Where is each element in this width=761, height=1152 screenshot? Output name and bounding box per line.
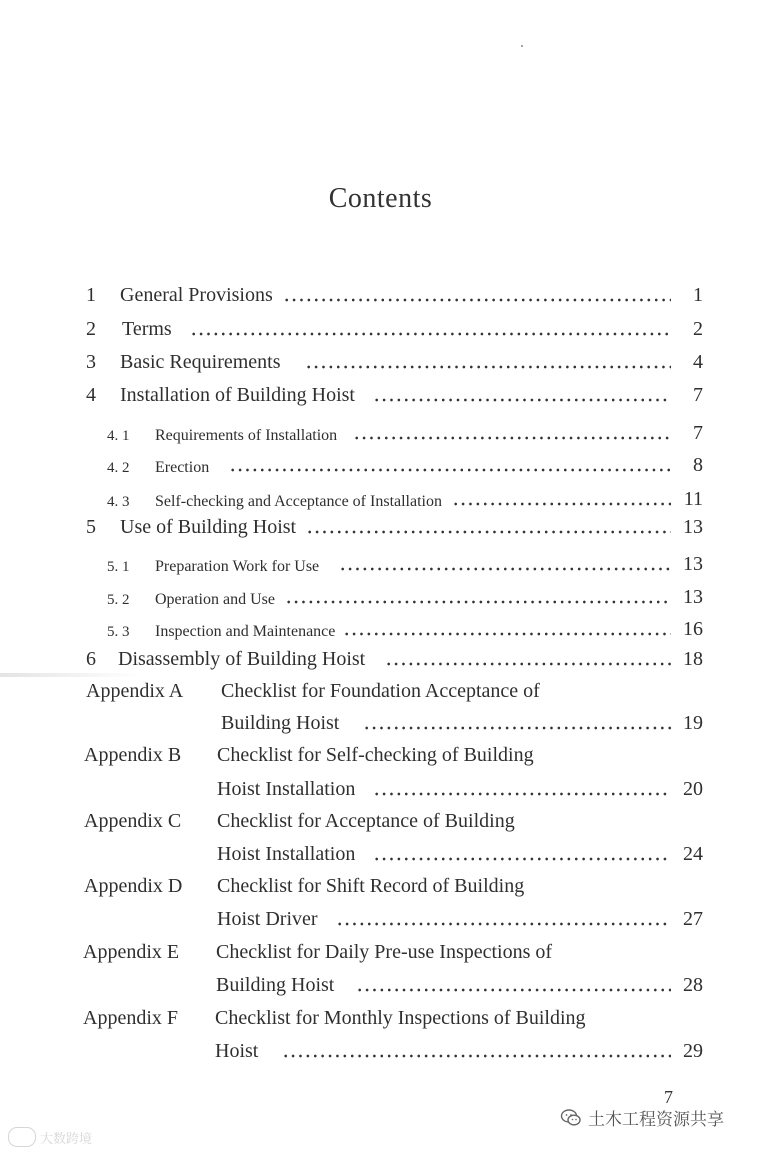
toc-label: Requirements of Installation: [155, 427, 338, 444]
toc-label: Hoist: [215, 1040, 259, 1062]
toc-entry-3[interactable]: [86, 351, 703, 374]
toc-page-number: 28: [683, 974, 703, 996]
dot-leader: [356, 988, 671, 992]
toc-number: 1: [86, 284, 96, 306]
toc-label: Hoist Driver: [217, 908, 318, 930]
toc-label: Terms: [122, 318, 172, 340]
toc-label: Hoist Installation: [217, 843, 356, 865]
watermark-left: [8, 1127, 92, 1147]
dot-leader: [305, 365, 671, 369]
toc-label: Use of Building Hoist: [120, 516, 297, 538]
toc-entry-4-3[interactable]: [107, 488, 703, 511]
dot-leader: [363, 726, 671, 730]
dot-leader: [283, 298, 671, 302]
toc-entry-4[interactable]: [86, 384, 703, 407]
watermark-logo-icon: [8, 1127, 36, 1147]
toc-label: Self-checking and Acceptance of Installation: [155, 493, 442, 510]
appendix-a-title-line1[interactable]: Checklist for Foundation Acceptance of: [221, 680, 540, 702]
toc-page-number: 19: [683, 712, 703, 734]
toc-number: 2: [86, 318, 96, 340]
toc-number: 6: [86, 648, 96, 670]
toc-label: Hoist Installation: [217, 778, 356, 800]
toc-page-number: 27: [683, 908, 703, 930]
scan-speck: [521, 45, 523, 47]
appendix-d-entry[interactable]: [217, 908, 703, 931]
toc-page-number: 13: [683, 586, 703, 608]
dot-leader: [306, 530, 671, 534]
watermark-right: [560, 1105, 724, 1130]
appendix-f-letter: Appendix F: [83, 1007, 178, 1029]
appendix-a-entry[interactable]: [221, 712, 703, 735]
toc-label: Building Hoist: [216, 974, 335, 996]
appendix-d-letter: Appendix D: [84, 875, 183, 897]
toc-page-number: 11: [683, 488, 703, 510]
page-title: Contents: [328, 183, 433, 214]
toc-entry-2[interactable]: [86, 318, 703, 341]
dot-leader: [373, 857, 671, 861]
toc-label: Installation of Building Hoist: [120, 384, 355, 406]
toc-number: 5. 1: [107, 559, 130, 575]
toc-number: 4. 2: [107, 460, 130, 476]
dot-leader: [373, 792, 671, 796]
dot-leader: [282, 1054, 671, 1058]
toc-label: Operation and Use: [155, 591, 275, 608]
dot-leader: [343, 632, 671, 636]
toc-number: 4. 3: [107, 494, 130, 510]
dot-leader: [285, 600, 671, 604]
toc-label: Building Hoist: [221, 712, 340, 734]
appendix-b-title-line1[interactable]: Checklist for Self-checking of Building: [217, 744, 534, 766]
toc-label: Erection: [155, 459, 210, 476]
appendix-e-entry[interactable]: [216, 974, 703, 997]
scan-smudge: [0, 673, 140, 677]
appendix-b-entry[interactable]: [217, 778, 703, 801]
toc-entry-4-2[interactable]: [107, 454, 703, 477]
appendix-f-entry[interactable]: [215, 1040, 703, 1063]
dot-leader: [452, 502, 671, 506]
toc-page-number: 24: [683, 843, 703, 865]
toc-page-number: 8: [693, 454, 703, 476]
dot-leader: [229, 468, 671, 472]
toc-entry-5-2[interactable]: [107, 586, 703, 609]
appendix-e-title-line1[interactable]: Checklist for Daily Pre-use Inspections of: [216, 941, 553, 963]
appendix-c-entry[interactable]: [217, 843, 703, 866]
dot-leader: [385, 662, 671, 666]
toc-label: Preparation Work for Use: [155, 558, 320, 575]
toc-entry-1[interactable]: [86, 284, 703, 307]
appendix-f-title-line1[interactable]: Checklist for Monthly Inspections of Building: [215, 1007, 586, 1029]
toc-page-number: 13: [683, 553, 703, 575]
toc-entry-6[interactable]: [86, 648, 703, 671]
toc-label: Disassembly of Building Hoist: [118, 648, 366, 670]
toc-page-number: 13: [683, 516, 703, 538]
watermark-right-text: 土木工程资源共享: [588, 1110, 724, 1130]
toc-page-number: 1: [693, 284, 703, 306]
toc-number: 3: [86, 351, 96, 373]
toc-page-number: 20: [683, 778, 703, 800]
toc-label: Inspection and Maintenance: [155, 623, 336, 640]
toc-page-number: 29: [683, 1040, 703, 1062]
toc-page-number: 16: [683, 618, 703, 640]
dot-leader: [190, 332, 671, 336]
appendix-a-letter: Appendix A: [86, 680, 184, 702]
toc-number: 5. 2: [107, 592, 130, 608]
toc-page-number: 18: [683, 648, 703, 670]
watermark-left-text: 大数跨境: [40, 1131, 93, 1147]
toc-page-number: 4: [693, 351, 703, 373]
toc-number: 4: [86, 384, 96, 406]
toc-label: General Provisions: [120, 284, 273, 306]
dot-leader: [336, 922, 671, 926]
toc-entry-5-3[interactable]: [107, 618, 703, 641]
toc-page-number: 7: [693, 422, 703, 444]
appendix-c-letter: Appendix C: [84, 810, 182, 832]
toc-entry-5-1[interactable]: [107, 553, 703, 576]
dot-leader: [373, 398, 671, 402]
wechat-icon: [560, 1108, 582, 1128]
toc-number: 5. 3: [107, 624, 130, 640]
toc-page-number: 7: [693, 384, 703, 406]
appendix-b-letter: Appendix B: [84, 744, 182, 766]
toc-entry-4-1[interactable]: [107, 422, 703, 445]
toc-number: 4. 1: [107, 428, 130, 444]
toc-label: Basic Requirements: [120, 351, 281, 373]
toc-entry-5[interactable]: [86, 516, 703, 539]
toc-number: 5: [86, 516, 96, 538]
dot-leader: [339, 567, 671, 571]
toc-page-number: 2: [693, 318, 703, 340]
dot-leader: [353, 436, 671, 440]
appendix-c-title-line1[interactable]: Checklist for Acceptance of Building: [217, 810, 515, 832]
appendix-d-title-line1[interactable]: Checklist for Shift Record of Building: [217, 875, 525, 897]
page-number: 7: [664, 1087, 673, 1107]
appendix-e-letter: Appendix E: [83, 941, 180, 963]
